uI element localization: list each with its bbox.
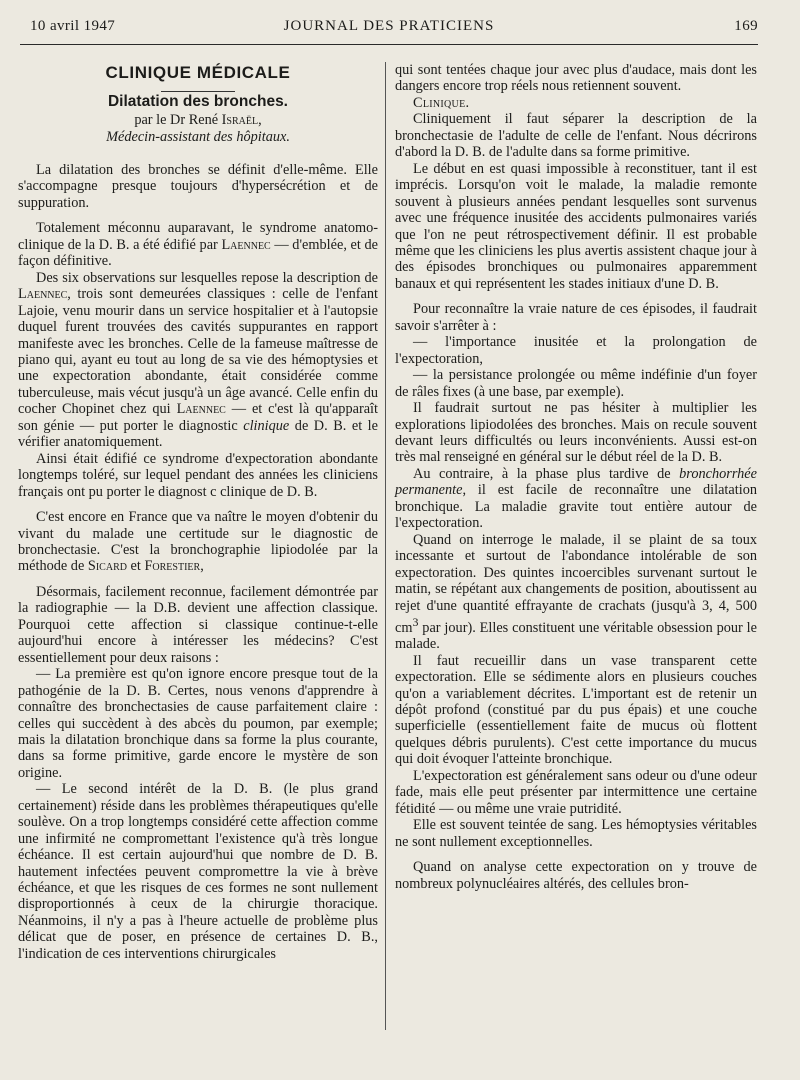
author-affiliation: Médecin-assistant des hôpitaux. <box>106 129 290 145</box>
paragraph: L'expectoration est généralement sans odeur ou d'une odeur fade, mais elle peut présenter par intermittence une certaine fétidité — ou même une vraie putridité. <box>395 767 757 817</box>
paragraph: — Le second intérêt de la D. B. (le plus grand certainement) réside dans les problèmes thérapeutiques qu'elle soulève. On a trop longtemps considéré cette affection comme une infirmité ne compromettant l'existence qu'à très longue échéance. Il est certain aujourd'hui que nombre de D. B. hautement infectées peuvent compromettre la vie à brève échéance, et que les risques de ces formes ne sont nullement disproportionnés à ceux de la chirurgie thoracique. Néanmoins, il n'y a pas à l'heure actuelle de problème plus délicat que de poser, en présence de certaines D. B., l'indication de ces interventions chirurgicales <box>18 781 378 962</box>
paragraph: Il faut recueillir dans un vase transparent cette expectoration. Elle se sédimente alors en plusieurs couches qu'on a variablement décrites. L'important est de retenir un dépôt profond (constitué par du pus épais) et une couche superficielle (essentiellement faite de mucus où flottent quelques débris purulents). C'est cette importance du mucus qui doit évoquer l'atteinte bronchique. <box>395 652 757 768</box>
paragraph: Désormais, facilement reconnue, facilement démontrée par la radiographie — la D.B. devient une affection classique. Pourquoi cette affection si classique continue-t-elle aujourd'hui encore à intéresser les médecins? C'est essentiellement pour deux raisons : <box>18 583 378 666</box>
left-column <box>18 62 378 962</box>
paragraph: Quand on analyse cette expectoration on y trouve de nombreux polynucléaires altérés, des cellules bron- <box>395 859 757 892</box>
journal-title: JOURNAL DES PRATICIENS <box>283 18 495 34</box>
paragraph: qui sont tentées chaque jour avec plus d'audace, mais dont les dangers encore trop réels nous retiennent souvent. <box>395 62 757 95</box>
paragraph: C'est encore en France que va naître le moyen d'obtenir du vivant du malade une certitude sur le diagnostic de bronchectasie. C'est la bronchographie lipiodolée par la méthode de Sicard et Forestier, <box>18 509 378 575</box>
emphasis: clinique <box>243 417 290 434</box>
column-divider <box>385 62 386 1030</box>
person-name: Laennec <box>18 286 68 303</box>
paragraph: La dilatation des bronches se définit d'elle-même. Elle s'accompagne presque toujours d'hypersécrétion et de suppuration. <box>18 162 378 211</box>
paragraph: Totalement méconnu auparavant, le syndrome anatomo-clinique de la D. B. a été édifié par Laennec — d'emblée, et de façon définitive. <box>18 220 378 270</box>
issue-date: 10 avril 1947 <box>30 18 116 34</box>
running-header <box>20 14 758 45</box>
person-name: Laennec <box>221 236 271 253</box>
person-name: Forestier <box>144 558 201 575</box>
paragraph: Au contraire, à la phase plus tardive de bronchorrhée permanente, il est facile de reconnaître une dilatation bronchique. La maladie gravite tout entière autour de l'expectoration. <box>395 465 757 532</box>
subsection-heading: Clinique. <box>413 94 470 111</box>
author-surname: Israël <box>221 112 259 128</box>
paragraph: Des six observations sur lesquelles repose la description de Laennec, trois sont demeurées classiques : celle de l'enfant Lajoie, venu mourir dans un service hospitalier et à l'autopsie duquel furent trouvées des cavités suppurantes en rapport manifeste avec les bronches. Celle de la fameuse maîtresse de piano qui, ayant eu tout au long de sa vie des hémoptysies et une expectoration abondante, était considérée comme tuberculeuse, mais vécut jusqu'à un âge avancé. Celle enfin du cocher Chopinet chez qui Laennec — et c'est là qu'apparaît son génie — put porter le diagnostic clinique de D. B. et le vérifier anatomiquement. <box>18 269 378 451</box>
paragraph: — La première est qu'on ignore encore presque tout de la pathogénie de la D. B. Certes, nous venons d'apprendre à connaître des bronchectasies de cause parfaitement claire : celles qui succèdent à des abcès du poumon, par exemple; mais la dilatation bronchique dans sa forme la plus courante, dans sa forme primitive, garde encore le mystère de son origine. <box>18 666 378 781</box>
article-title: Dilatation des bronches. <box>107 93 288 110</box>
section-heading: CLINIQUE MÉDICALE <box>105 63 291 82</box>
right-column <box>395 62 757 892</box>
person-name: Laennec <box>176 401 226 418</box>
paragraph: Le début en est quasi impossible à reconstituer, tant il est imprécis. Lorsqu'on voit le malade, la maladie remonte souvent à plusieurs années pendant lesquelles sont survenus avec une fréquence inusitée des accidents pulmonaires variés que l'on ne peut rétrospectivement définir. Il est probable même que les cliniciens les plus avertis assistent chaque jour à des épisodes bronchiques ou pulmonaires apparemment banaux et qui représentent les stades initiaux d'une D. B. <box>395 160 757 292</box>
paragraph: Quand on interroge le malade, il se plaint de sa toux incessante et surtout de l'abondance intolérable de son expectoration. Des quintes incoercibles survenant surtout le matin, se répétant aux changements de position, aboutissent au rejet d'une quantité effrayante de crachats (jusqu'à 3, 4, 500 $cm^3$ par jour). Elles constituent une véritable obsession pour le malade. <box>395 531 757 653</box>
paragraph: — l'importance inusitée et la prolongation de l'expectoration, <box>395 334 757 367</box>
author-line: par le Dr René Israël, <box>134 112 262 128</box>
paragraph: Cliniquement il faut séparer la description de la bronchectasie de l'adulte de celle de l'enfant. Nous décrirons d'abord la D. B. de l'adulte dans sa forme primitive. <box>395 111 757 161</box>
paragraph: Ainsi était édifié ce syndrome d'expectoration abondante longtemps toléré, sur lequel pendant des années les cliniciens français ont pu porter le diagnost c clinique de D. B. <box>18 450 378 500</box>
paragraph: — la persistance prolongée ou même indéfinie d'un foyer de râles fixes (à une base, par exemple). <box>395 367 757 400</box>
paragraph: Il faudrait surtout ne pas hésiter à multiplier les explorations lipiodolées des bronches. Mais on recule souvent devant leurs difficultés ou leurs inconvénients. Aussi est-on très mal renseigné en général sur le début réel de la D. B. <box>395 400 757 466</box>
superscript: 3 <box>412 614 419 629</box>
page-number: 169 <box>734 18 758 34</box>
author-prefix: par le Dr René <box>134 112 219 128</box>
paragraph: Elle est souvent teintée de sang. Les hémoptysies véritables ne sont nullement exceptionnelles. <box>395 817 757 850</box>
paragraph: Pour reconnaître la vraie nature de ces épisodes, il faudrait savoir s'arrêter à : <box>395 301 757 334</box>
emphasis: bronchorrhée permanente <box>395 465 757 499</box>
person-name: Sicard <box>87 558 127 575</box>
